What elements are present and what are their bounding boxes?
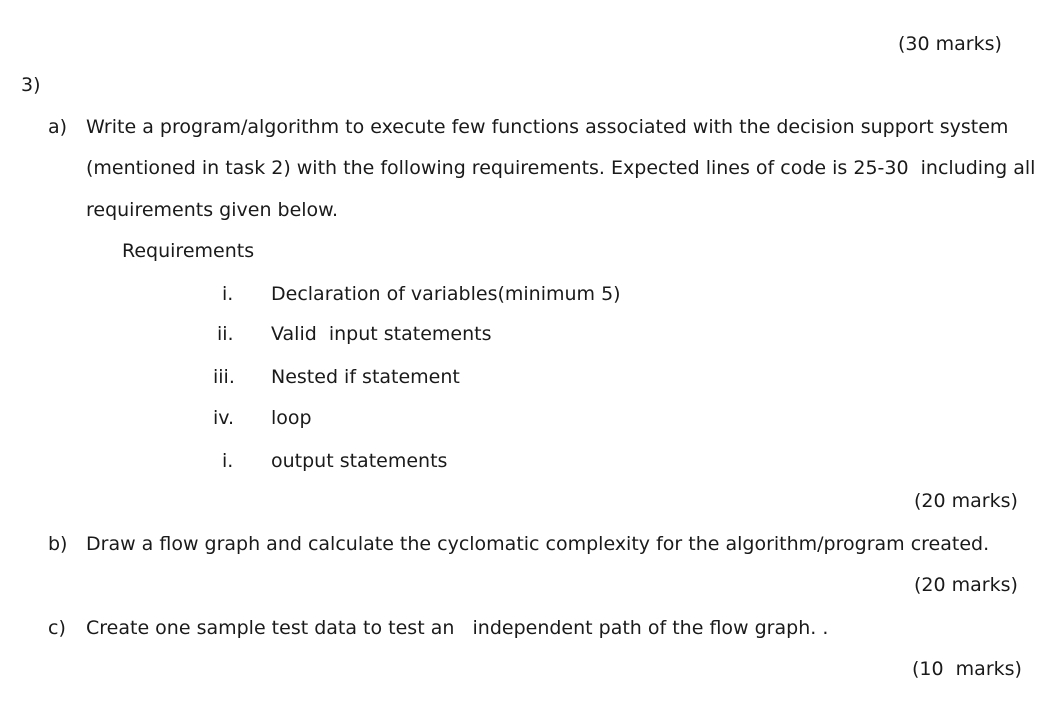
requirement-numeral: ii. [217, 323, 234, 345]
part-a-line-3: requirements given below. [86, 199, 339, 221]
requirement-text: loop [271, 407, 312, 429]
part-c-text: Create one sample test data to test an independent path of the flow graph. . [86, 617, 829, 639]
requirement-numeral: i. [222, 450, 234, 472]
requirement-text: Declaration of variables(minimum 5) [271, 283, 621, 305]
requirements-heading: Requirements [122, 240, 255, 262]
total-marks: (30 marks) [898, 33, 1002, 55]
requirement-numeral: iv. [213, 407, 235, 429]
requirement-text: output statements [271, 450, 448, 472]
part-c-marks: (10 marks) [912, 658, 1022, 680]
part-a-label: a) [48, 116, 68, 138]
part-a-line-1: Write a program/algorithm to execute few functions associated with the decision support system [86, 116, 1009, 138]
part-c-label: c) [48, 617, 66, 639]
part-a-line-2: (mentioned in task 2) with the following requirements. Expected lines of code is 25-30 including all [86, 157, 1036, 179]
requirement-numeral: i. [222, 283, 234, 305]
requirement-text: Nested if statement [271, 366, 460, 388]
part-a-marks: (20 marks) [914, 490, 1018, 512]
requirement-numeral: iii. [213, 366, 235, 388]
part-b-label: b) [48, 533, 68, 555]
question-number: 3) [21, 74, 41, 96]
part-b-text: Draw a flow graph and calculate the cyclomatic complexity for the algorithm/program created. [86, 533, 990, 555]
part-b-marks: (20 marks) [914, 574, 1018, 596]
requirement-text: Valid input statements [271, 323, 492, 345]
